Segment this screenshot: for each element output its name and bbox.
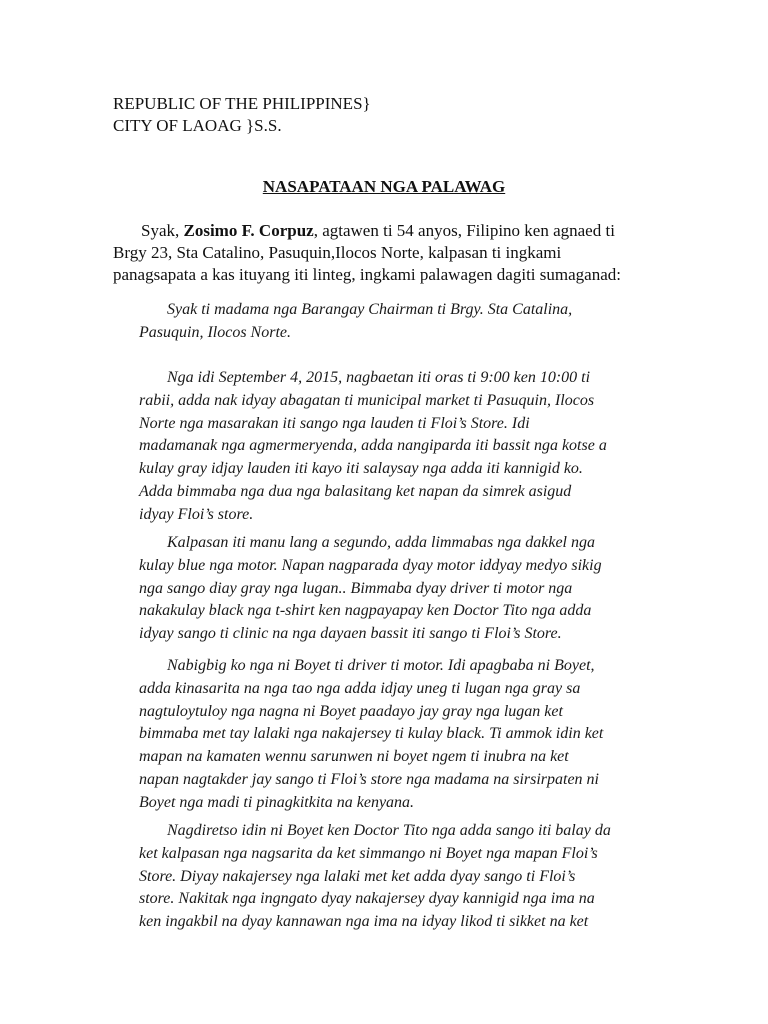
statement-paragraph-3 (139, 532, 679, 646)
caption-city: CITY OF LAOAG }S.S. (113, 116, 282, 135)
paragraph-text: Nga idi September 4, 2015, nagbaetan iti oras ti 9:00 ken 10:00 ti (167, 369, 591, 386)
paragraph-line: bimmaba met tay lalaki nga nakajersey ti kulay black. Ti ammok idin ket (139, 725, 604, 743)
paragraph-line: mapan na kamaten wennu sarunwen ni boyet ngem ti inubra na ket (139, 748, 569, 766)
paragraph-line: idyay Floi’s store. (139, 505, 254, 523)
paragraph-line: Store. Diyay nakajersey nga lalaki met ket adda dyay sango ti Floi’s (139, 867, 576, 885)
paragraph-line: nakakulay black nga t-shirt ken nagpayapay ken Doctor Tito nga adda (139, 602, 592, 620)
paragraph-line (139, 655, 679, 678)
intro-line-3: panagsapata a kas ituyang iti linteg, ingkami palawagen dagiti sumaganad: (113, 265, 621, 284)
caption-republic: REPUBLIC OF THE PHILIPPINES} (113, 94, 371, 113)
paragraph-line: Pasuquin, Ilocos Norte. (139, 323, 291, 341)
statement-paragraph-4 (139, 655, 679, 815)
statement-paragraph-2 (139, 367, 679, 527)
paragraph-line: adda kinasarita na nga tao nga adda idjay uneg ti lugan nga gray sa (139, 679, 581, 697)
intro-line-1 (113, 220, 673, 242)
paragraph-line: nagtuloytuloy nga nagna ni Boyet paadayo jay gray nga lugan ket (139, 702, 563, 720)
paragraph-text: Nabigbig ko nga ni Boyet ti driver ti motor. Idi apagbaba ni Boyet, (167, 657, 595, 674)
intro-line-2: Brgy 23, Sta Catalino, Pasuquin,Ilocos Norte, kalpasan ti ingkami (113, 243, 562, 262)
paragraph-line: rabii, adda nak idyay abagatan ti municipal market ti Pasuquin, Ilocos (139, 391, 595, 409)
paragraph-line (139, 299, 679, 322)
intro-pre: Syak, (141, 221, 184, 240)
paragraph-line: Boyet nga madi ti pinagkitkita na kenyana. (139, 793, 415, 811)
paragraph-line: Norte nga masarakan iti sango nga lauden ti Floi’s Store. Idi (139, 414, 530, 432)
paragraph-text: Syak ti madama nga Barangay Chairman ti Brgy. Sta Catalina, (167, 301, 573, 318)
document-title: NASAPATAAN NGA PALAWAG (262, 177, 506, 196)
intro-paragraph (113, 220, 673, 286)
paragraph-line (139, 367, 679, 390)
paragraph-line: nga sango diay gray nga lugan.. Bimmaba dyay driver ti motor nga (139, 579, 573, 597)
paragraph-line: kulay gray idjay lauden iti kayo iti salaysay nga adda iti kannigid ko. (139, 460, 583, 478)
statement-paragraph-1 (139, 299, 679, 345)
paragraph-text: Kalpasan iti manu lang a segundo, adda limmabas nga dakkel nga (167, 534, 595, 551)
statement-paragraph-5 (139, 820, 679, 934)
paragraph-text: Nagdiretso idin ni Boyet ken Doctor Tito nga adda sango iti balay da (167, 822, 611, 839)
paragraph-line: napan nagtakder jay sango ti Floi’s store nga madama na sirsirpaten ni (139, 770, 599, 788)
paragraph-line: store. Nakitak nga ingngato dyay nakajersey dyay kannigid nga ima na (139, 890, 595, 908)
paragraph-line: madamanak nga agmermeryenda, adda nangiparda iti bassit nga kotse a (139, 437, 607, 455)
paragraph-line (139, 532, 679, 555)
affiant-name: Zosimo F. Corpuz (183, 221, 314, 240)
paragraph-line (139, 820, 679, 843)
paragraph-line: kulay blue nga motor. Napan nagparada dyay motor iddyay medyo sikig (139, 556, 602, 574)
paragraph-line: Adda bimmaba nga dua nga balasitang ket napan da simrek asigud (139, 482, 572, 500)
paragraph-line: ket kalpasan nga nagsarita da ket simmango ni Boyet nga mapan Floi’s (139, 844, 598, 862)
intro-rest: , agtawen ti 54 anyos, Filipino ken agnaed ti (313, 221, 615, 240)
paragraph-line: idyay sango ti clinic na nga dayaen bassit iti sango ti Floi’s Store. (139, 625, 562, 643)
paragraph-line: ken ingakbil na dyay kannawan nga ima na idyay likod ti sikket na ket (139, 913, 589, 931)
